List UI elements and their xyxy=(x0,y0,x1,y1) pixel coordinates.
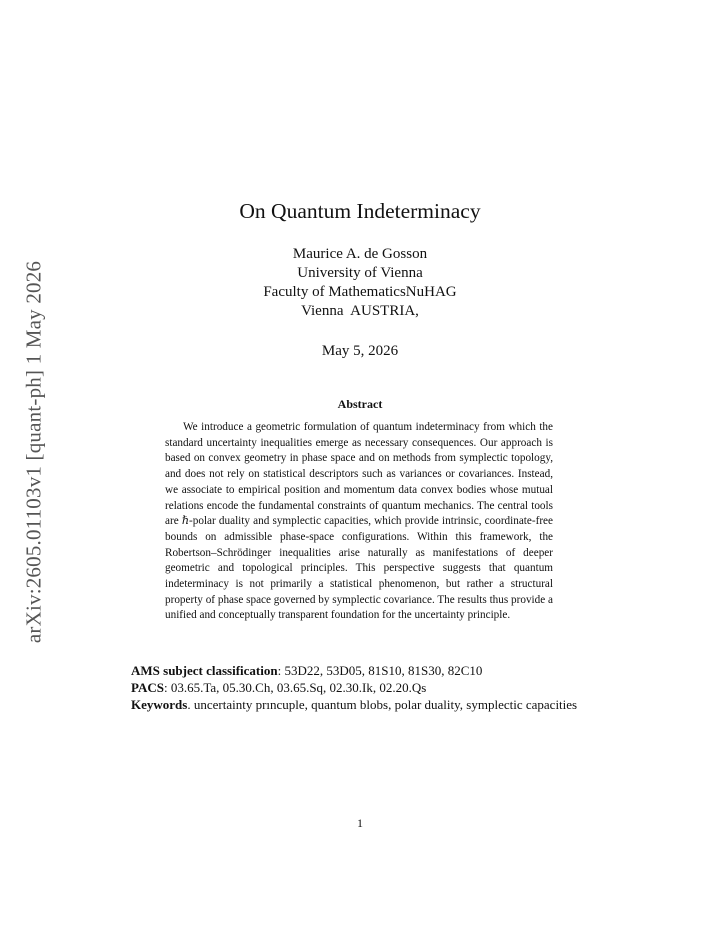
paper-title: On Quantum Indeterminacy xyxy=(239,199,481,223)
ams-classification xyxy=(131,662,593,679)
pacs-value: : 03.65.Ta, 05.30.Ch, 03.65.Sq, 02.30.Ik, 02.20.Qs xyxy=(163,680,427,695)
keywords-value: . uncertainty prıncuple, quantum blobs, polar duality, symplectic capacities xyxy=(187,697,578,712)
author-block xyxy=(0,245,720,321)
ams-label: AMS subject classification xyxy=(131,663,278,678)
page-number: 1 xyxy=(357,816,363,830)
arxiv-identifier-text: arXiv:2605.01103v1 [quant-ph] 1 May 2026 xyxy=(21,260,46,644)
author-name: Maurice A. de Gosson xyxy=(292,246,428,262)
author-location: Vienna AUSTRIA, xyxy=(301,303,419,319)
author-affiliation-university: University of Vienna xyxy=(297,265,423,281)
ams-value: : 53D22, 53D05, 81S10, 81S30, 82C10 xyxy=(277,663,483,678)
keywords xyxy=(131,696,593,713)
paper-date: May 5, 2026 xyxy=(321,343,399,359)
pacs-classification xyxy=(131,679,593,696)
classification-block xyxy=(131,662,593,713)
keywords-label: Keywords xyxy=(131,697,188,712)
author-affiliation-faculty: Faculty of MathematicsNuHAG xyxy=(263,284,457,300)
pacs-label: PACS xyxy=(131,680,164,695)
abstract-text: We introduce a geometric formulation of quantum indeterminacy from which the standard uncertainty inequalities emerge as necessary consequences. Our approach is based on convex geometry in phase space and on methods from symplectic topology, and does not rely on statistical descriptors such as variances or covariances. Instead, we associate to empirical position and momentum data convex bodies whose mutual relations encode the fundamental constraints of quantum mechanics. The central tools are ℏ-polar duality and symplectic capacities, which provide intrinsic, coordinate-free bounds on admissible phase-space configurations. Within this framework, the Robertson–Schrödinger inequalities arise naturally as manifestations of deeper geometric and topological principles. This perspective suggests that quantum indeterminacy is not primarily a statistical phenomenon, but rather a structural property of phase space governed by symplectic covariance. The results thus provide a unified and conceptually transparent foundation for the uncertainty principle. xyxy=(165,421,553,622)
abstract-heading: Abstract xyxy=(337,397,383,411)
